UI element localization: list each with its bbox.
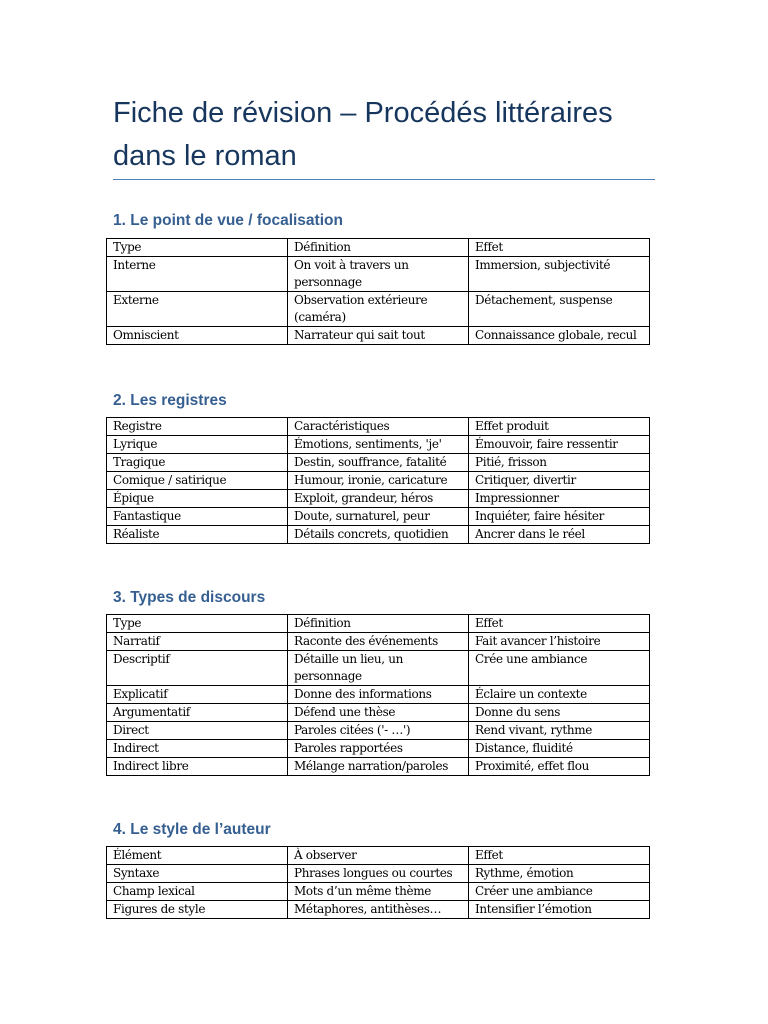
table-row: [107, 490, 650, 508]
table-cell: Créer une ambiance: [469, 883, 650, 901]
table-row: [107, 883, 650, 901]
table-cell: Éclaire un contexte: [469, 686, 650, 704]
table-cell: Observation extérieure (caméra): [288, 292, 469, 327]
table-cell: Indirect libre: [107, 758, 288, 776]
table-cell: Argumentatif: [107, 704, 288, 722]
section-heading: 4. Le style de l’auteur: [113, 821, 271, 838]
table-cell: Donne des informations: [288, 686, 469, 704]
table-cell: Descriptif: [107, 651, 288, 686]
table-row: [107, 901, 650, 919]
table-cell: Tragique: [107, 454, 288, 472]
table-cell: Donne du sens: [469, 704, 650, 722]
header-cell: Définition: [288, 239, 469, 257]
table-cell: Paroles rapportées: [288, 740, 469, 758]
table-cell: Fantastique: [107, 508, 288, 526]
table-cell: Direct: [107, 722, 288, 740]
table-cell: Humour, ironie, caricature: [288, 472, 469, 490]
table-row: [107, 436, 650, 454]
table-row: [107, 472, 650, 490]
table-cell: Intensifier l’émotion: [469, 901, 650, 919]
table-header-row: [107, 847, 650, 865]
table-row: [107, 651, 650, 686]
section-heading: 1. Le point de vue / focalisation: [113, 212, 343, 229]
table-cell: Explicatif: [107, 686, 288, 704]
table-cell: On voit à travers un personnage: [288, 257, 469, 292]
table-cell: Impressionner: [469, 490, 650, 508]
table-row: [107, 758, 650, 776]
table-cell: Détails concrets, quotidien: [288, 526, 469, 544]
table-row: [107, 292, 650, 327]
table-row: [107, 722, 650, 740]
page-title: Fiche de révision – Procédés littéraires dans le roman: [113, 97, 613, 172]
table-cell: Pitié, frisson: [469, 454, 650, 472]
table-row: [107, 526, 650, 544]
header-cell: Registre: [107, 418, 288, 436]
table-cell: Mots d’un même thème: [288, 883, 469, 901]
table-cell: Détachement, suspense: [469, 292, 650, 327]
table-cell: Distance, fluidité: [469, 740, 650, 758]
header-cell: Élément: [107, 847, 288, 865]
table-cell: Omniscient: [107, 327, 288, 345]
header-cell: Effet produit: [469, 418, 650, 436]
header-cell: À observer: [288, 847, 469, 865]
table-row: [107, 327, 650, 345]
table-row: [107, 704, 650, 722]
header-cell: Effet: [469, 615, 650, 633]
table-row: [107, 686, 650, 704]
table-cell: Inquiéter, faire hésiter: [469, 508, 650, 526]
table-cell: Lyrique: [107, 436, 288, 454]
table-row: [107, 633, 650, 651]
table-cell: Phrases longues ou courtes: [288, 865, 469, 883]
table-cell: Figures de style: [107, 901, 288, 919]
table-cell: Interne: [107, 257, 288, 292]
table-row: [107, 257, 650, 292]
table-cell: Narratif: [107, 633, 288, 651]
table-cell: Destin, souffrance, fatalité: [288, 454, 469, 472]
table-cell: Raconte des événements: [288, 633, 469, 651]
table-cell: Syntaxe: [107, 865, 288, 883]
header-cell: Type: [107, 239, 288, 257]
table-cell: Fait avancer l’histoire: [469, 633, 650, 651]
table-cell: Doute, surnaturel, peur: [288, 508, 469, 526]
table-cell: Crée une ambiance: [469, 651, 650, 686]
table-header-row: [107, 418, 650, 436]
table-cell: Épique: [107, 490, 288, 508]
table-cell: Comique / satirique: [107, 472, 288, 490]
table-row: [107, 740, 650, 758]
table-cell: Métaphores, antithèses…: [288, 901, 469, 919]
table-cell: Indirect: [107, 740, 288, 758]
discours-table: [106, 614, 650, 776]
table-cell: Défend une thèse: [288, 704, 469, 722]
table-header-row: [107, 615, 650, 633]
table-cell: Immersion, subjectivité: [469, 257, 650, 292]
table-cell: Mélange narration/paroles: [288, 758, 469, 776]
table-cell: Rend vivant, rythme: [469, 722, 650, 740]
table-cell: Ancrer dans le réel: [469, 526, 650, 544]
title-underline: [113, 179, 655, 180]
registres-table: [106, 417, 650, 544]
section-heading: 3. Types de discours: [113, 589, 266, 606]
table-cell: Réaliste: [107, 526, 288, 544]
header-cell: Effet: [469, 847, 650, 865]
table-cell: Connaissance globale, recul: [469, 327, 650, 345]
table-cell: Proximité, effet flou: [469, 758, 650, 776]
table-cell: Détaille un lieu, un personnage: [288, 651, 469, 686]
table-cell: Critiquer, divertir: [469, 472, 650, 490]
header-cell: Caractéristiques: [288, 418, 469, 436]
table-row: [107, 508, 650, 526]
table-cell: Émouvoir, faire ressentir: [469, 436, 650, 454]
table-cell: Externe: [107, 292, 288, 327]
table-cell: Exploit, grandeur, héros: [288, 490, 469, 508]
table-header-row: [107, 239, 650, 257]
header-cell: Type: [107, 615, 288, 633]
table-cell: Rythme, émotion: [469, 865, 650, 883]
focalisation-table: [106, 238, 650, 345]
header-cell: Définition: [288, 615, 469, 633]
table-cell: Émotions, sentiments, 'je': [288, 436, 469, 454]
table-cell: Paroles citées ('- …'): [288, 722, 469, 740]
header-cell: Effet: [469, 239, 650, 257]
table-cell: Narrateur qui sait tout: [288, 327, 469, 345]
table-cell: Champ lexical: [107, 883, 288, 901]
table-row: [107, 865, 650, 883]
style-table: [106, 846, 650, 919]
section-heading: 2. Les registres: [113, 392, 227, 409]
table-row: [107, 454, 650, 472]
